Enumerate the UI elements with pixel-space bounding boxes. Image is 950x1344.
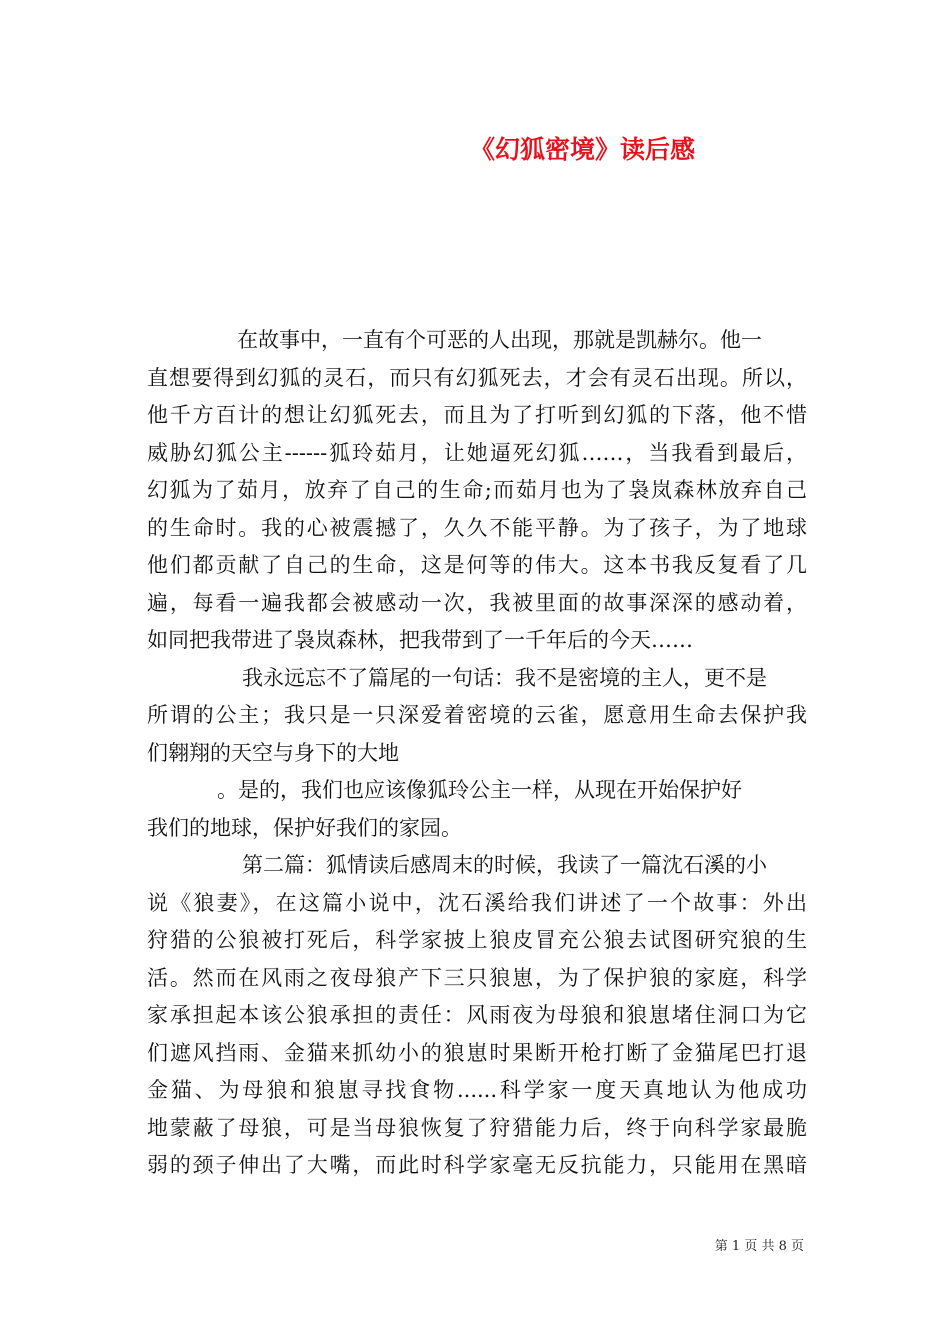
text-line: 幻狐为了茹月，放弃了自己的生命;而茹月也为了袅岚森林放弃自己 bbox=[147, 478, 807, 502]
text-line: 说《狼妻》，在这篇小说中，沈石溪给我们讲述了一个故事：外出 bbox=[147, 890, 807, 915]
page-number: 第 1 页 共 8 页 bbox=[714, 1239, 804, 1254]
text-line: 弱的颈子伸出了大嘴，而此时科学家毫无反抗能力，只能用在黑暗 bbox=[147, 1153, 807, 1177]
text-line: 在故事中，一直有个可恶的人出现，那就是凯赫尔。他一 bbox=[237, 328, 762, 352]
text-line: 他千方百计的想让幻狐死去，而且为了打听到幻狐的下落，他不惜 bbox=[147, 403, 807, 427]
text-line: 们翱翔的天空与身下的大地 bbox=[147, 740, 399, 765]
text-line: 如同把我带进了袅岚森林，把我带到了一千年后的今天…… bbox=[147, 628, 693, 652]
text-line: 我永远忘不了篇尾的一句话：我不是密境的主人，更不是 bbox=[242, 665, 767, 690]
text-line: 。是的，我们也应该像狐玲公主一样，从现在开始保护好 bbox=[217, 778, 742, 802]
text-line: 所谓的公主；我只是一只深爱着密境的云雀，愿意用生命去保护我 bbox=[147, 703, 807, 727]
text-line: 遍，每看一遍我都会被感动一次，我被里面的故事深深的感动着， bbox=[147, 590, 807, 615]
text-line: 他们都贡献了自己的生命，这是何等的伟大。这本书我反复看了几 bbox=[147, 553, 807, 577]
text-line: 活。然而在风雨之夜母狼产下三只狼崽，为了保护狼的家庭，科学 bbox=[147, 965, 807, 990]
document-title: 《幻狐密境》读后感 bbox=[470, 135, 696, 164]
document-body bbox=[147, 325, 807, 1188]
text-line: 威胁幻狐公主------狐玲茹月，让她逼死幻狐……，当我看到最后， bbox=[147, 440, 807, 465]
text-line: 我们的地球，保护好我们的家园。 bbox=[147, 815, 462, 840]
text-line: 的生命时。我的心被震撼了，久久不能平静。为了孩子，为了地球 bbox=[147, 515, 807, 540]
text-line: 家承担起本该公狼承担的责任：风雨夜为母狼和狼崽堵住洞口为它 bbox=[147, 1003, 807, 1027]
text-line: 第二篇：狐情读后感周末的时候，我读了一篇沈石溪的小 bbox=[242, 853, 767, 877]
text-line: 地蒙蔽了母狼，可是当母狼恢复了狩猎能力后，终于向科学家最脆 bbox=[147, 1115, 807, 1140]
text-line: 直想要得到幻狐的灵石，而只有幻狐死去，才会有灵石出现。所以， bbox=[147, 365, 807, 390]
text-line: 金猫、为母狼和狼崽寻找食物......科学家一度天真地认为他成功 bbox=[147, 1078, 807, 1102]
text-line: 狩猎的公狼被打死后，科学家披上狼皮冒充公狼去试图研究狼的生 bbox=[147, 928, 807, 952]
text-line: 们遮风挡雨、金猫来抓幼小的狼崽时果断开枪打断了金猫尾巴打退 bbox=[147, 1040, 807, 1065]
